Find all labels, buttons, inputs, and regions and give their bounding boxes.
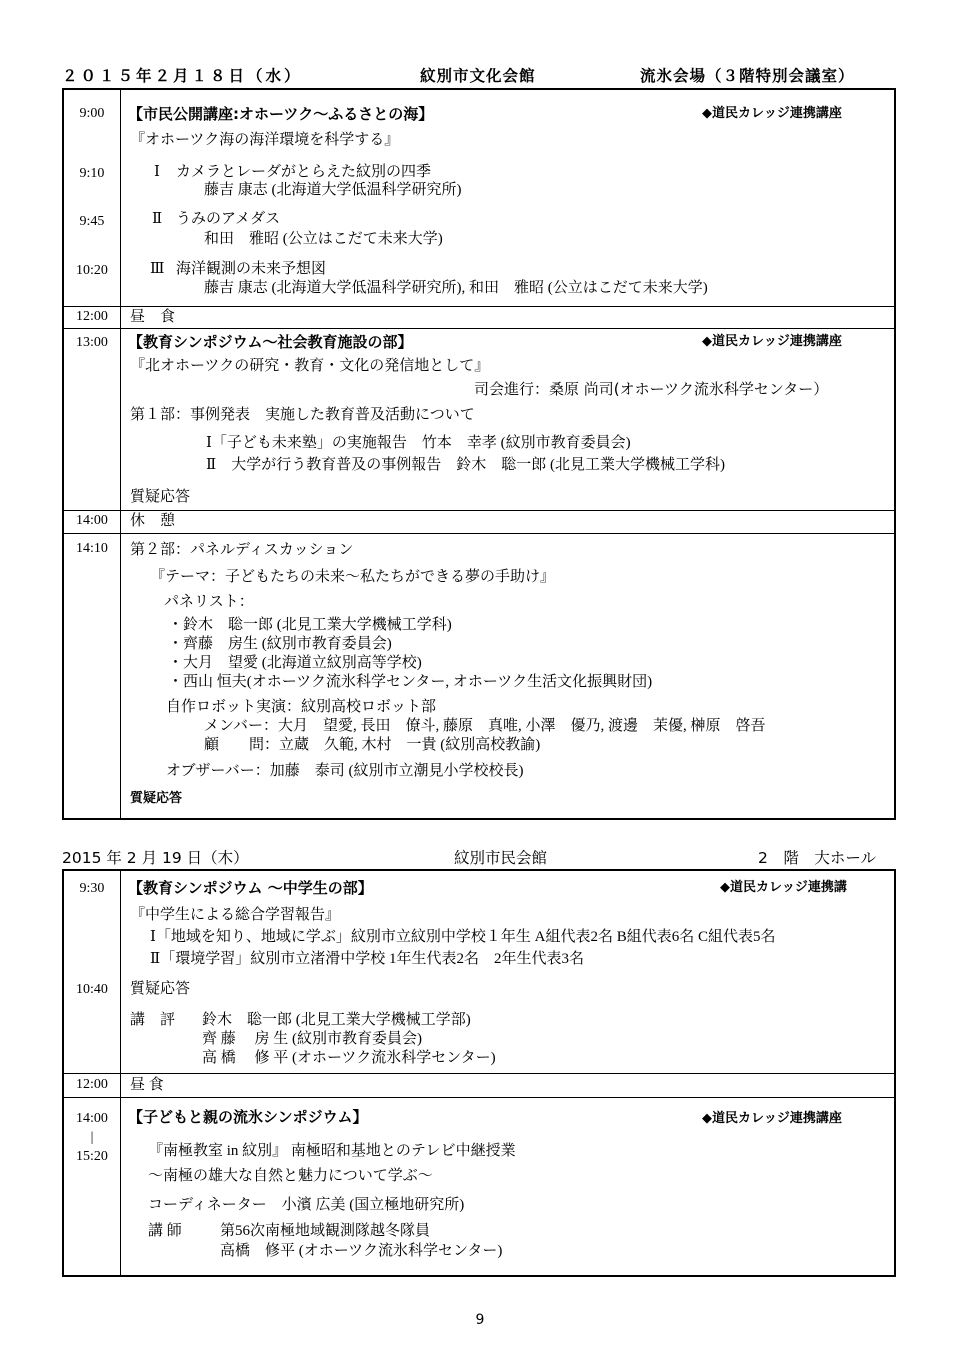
session-title: 【子どもと親の流氷シンポジウム】 <box>128 1108 368 1126</box>
time-label: 10:20 <box>76 263 108 278</box>
robot-members: メンバー：大月 望愛, 長田 僚斗, 藤原 真唯, 小澤 優乃, 渡邊 茉優, 榊原 啓吾 <box>204 718 766 734</box>
reviewer: 齊 藤 房 生 (紋別市教育委員会) <box>202 1031 422 1047</box>
panelists-label: パネリスト： <box>164 592 254 610</box>
part-heading: 第２部：パネルディスカッション <box>130 540 354 558</box>
break-text: 休 憩 <box>130 513 176 529</box>
part-heading: 第１部：事例発表 実施した教育普及活動について <box>130 405 475 423</box>
item-number: Ⅰ <box>154 164 160 180</box>
lecture-topic: 海洋観測の未来予想図 <box>176 261 327 277</box>
panelist: ・鈴木 聡一郎 (北見工業大学機械工学科) <box>168 617 452 633</box>
case-report: Ⅱ 大学が行う教育普及の事例報告 鈴木 聡一郎 (北見工業大学機械工学科) <box>206 457 725 473</box>
lecture-topic: うみのアメダス <box>176 211 281 227</box>
panelist: ・西山 恒夫(オホーツク流氷科学センター, オホーツク生活文化振興財団) <box>168 674 653 690</box>
time-label: 12:00 <box>76 309 108 324</box>
time-label: 9:45 <box>79 214 105 229</box>
day2-room: 2 階 大ホール <box>758 849 877 867</box>
time-label: 12:00 <box>76 1077 108 1092</box>
lecture-speaker: 藤吉 康志 (北海道大学低温科学研究所) <box>204 182 462 198</box>
qa-label: 質疑応答 <box>130 791 183 806</box>
time-label: 14:00 <box>76 513 108 528</box>
row-divider <box>64 328 894 329</box>
student-report: Ⅰ「地域を知り、地域に学ぶ」紋別市立紋別中学校１年生 A組代表2名 B組代表6名 C組代表5名 <box>150 929 776 945</box>
time-column-divider <box>120 90 121 818</box>
time-label: 9:10 <box>79 166 105 181</box>
time-label: 15:20 <box>76 1149 108 1164</box>
row-divider <box>64 533 894 534</box>
page-number: 9 <box>475 1312 485 1328</box>
item-number: Ⅲ <box>150 261 165 277</box>
panelist: ・大月 望愛 (北海道立紋別高等学校) <box>168 655 422 671</box>
robot-advisor: 顧 問：立蔵 久範, 木村 一貴 (紋別高校教諭) <box>204 737 541 753</box>
lecturer-label: 講 師 <box>148 1223 182 1239</box>
time-label: 13:00 <box>76 335 108 350</box>
observer: オブザーバー：加藤 泰司 (紋別市立潮見小学校校長) <box>166 763 524 779</box>
time-label: 14:00 <box>76 1111 108 1126</box>
row-divider <box>64 1097 894 1098</box>
time-separator: | <box>90 1130 94 1145</box>
college-tag: ◆道民カレッジ連携講座 <box>702 334 842 349</box>
college-tag: ◆道民カレッジ連携講座 <box>702 106 842 121</box>
session-subtitle: 『オホーツク海の海洋環境を科学する』 <box>130 132 400 148</box>
day2-venue: 紋別市民会館 <box>454 849 548 867</box>
session-subtitle: 『中学生による総合学習報告』 <box>130 907 341 923</box>
qa-label: 質疑応答 <box>130 981 191 997</box>
day1-room: 流氷会場（３階特別会議室） <box>640 67 855 85</box>
session-subtitle: 『南極教室 in 紋別』 南極昭和基地とのテレビ中継授業 <box>148 1143 516 1159</box>
session-title: 【教育シンポジウム～社会教育施設の部】 <box>128 333 413 351</box>
college-tag: ◆道民カレッジ連携講座 <box>702 1111 842 1126</box>
day1-venue: 紋別市文化会館 <box>420 67 536 85</box>
reviewer: 鈴木 聡一郎 (北見工業大学機械工学部) <box>202 1012 471 1028</box>
lecturer-name: 高橋 修平 (オホーツク流氷科学センター) <box>220 1243 503 1259</box>
session-title: 【教育シンポジウム ～中学生の部】 <box>128 879 373 897</box>
lunch-label: 昼 食 <box>130 309 176 325</box>
day2-header <box>62 846 896 870</box>
item-number: Ⅱ <box>152 211 163 227</box>
coordinator: コーディネーター 小濱 広美 (国立極地研究所) <box>148 1197 465 1213</box>
lunch-label: 昼 食 <box>130 1077 164 1093</box>
case-report: Ⅰ「子ども未来塾」の実施報告 竹本 幸孝 (紋別市教育委員会) <box>206 435 631 451</box>
row-divider <box>64 1073 894 1074</box>
panel-theme: 『テーマ：子どもたちの未来～私たちができる夢の手助け』 <box>150 567 556 585</box>
moderator: 司会進行：桑原 尚司(オホーツク流氷科学センター） <box>474 380 829 398</box>
row-divider <box>64 510 894 511</box>
reviewer: 高 橋 修 平 (オホーツク流氷科学センター) <box>202 1050 496 1066</box>
day1-schedule-table <box>62 88 896 820</box>
lecture-topic: カメラとレーダがとらえた紋別の四季 <box>176 164 432 180</box>
day2-date: 2015 年 2 月 19 日（木） <box>62 849 249 867</box>
panelist: ・齊藤 房生 (紋別市教育委員会) <box>168 636 392 652</box>
day1-header <box>62 64 896 88</box>
time-label: 10:40 <box>76 982 108 997</box>
time-label: 9:30 <box>79 881 105 896</box>
day2-schedule-table <box>62 869 896 1277</box>
session-subtitle-2: ～南極の雄大な自然と魅力について学ぶ～ <box>148 1166 433 1184</box>
day1-date: ２０１５年２月１８日（水） <box>62 67 303 85</box>
lecture-speaker: 和田 雅昭 (公立はこだて未来大学) <box>204 231 443 247</box>
lecturer-role: 第56次南極地域観測隊越冬隊員 <box>220 1223 431 1239</box>
time-label: 9:00 <box>79 106 105 121</box>
session-subtitle: 『北オホーツクの研究・教育・文化の発信地として』 <box>130 356 490 374</box>
lecture-speaker: 藤吉 康志 (北海道大学低温科学研究所), 和田 雅昭 (公立はこだて未来大学) <box>204 280 708 296</box>
break-label <box>128 511 177 531</box>
college-tag: ◆道民カレッジ連携講 <box>720 880 847 895</box>
student-report: Ⅱ「環境学習」紋別市立渚滑中学校 1年生代表2名 2年生代表3名 <box>150 951 584 967</box>
robot-demo: 自作ロボット実演：紋別高校ロボット部 <box>166 697 437 715</box>
qa-label: 質疑応答 <box>130 487 191 505</box>
row-divider <box>64 306 894 307</box>
review-label: 講 評 <box>130 1012 176 1028</box>
time-label: 14:10 <box>76 541 108 556</box>
session-title: 【市民公開講座:オホーツク～ふるさとの海】 <box>128 105 434 123</box>
